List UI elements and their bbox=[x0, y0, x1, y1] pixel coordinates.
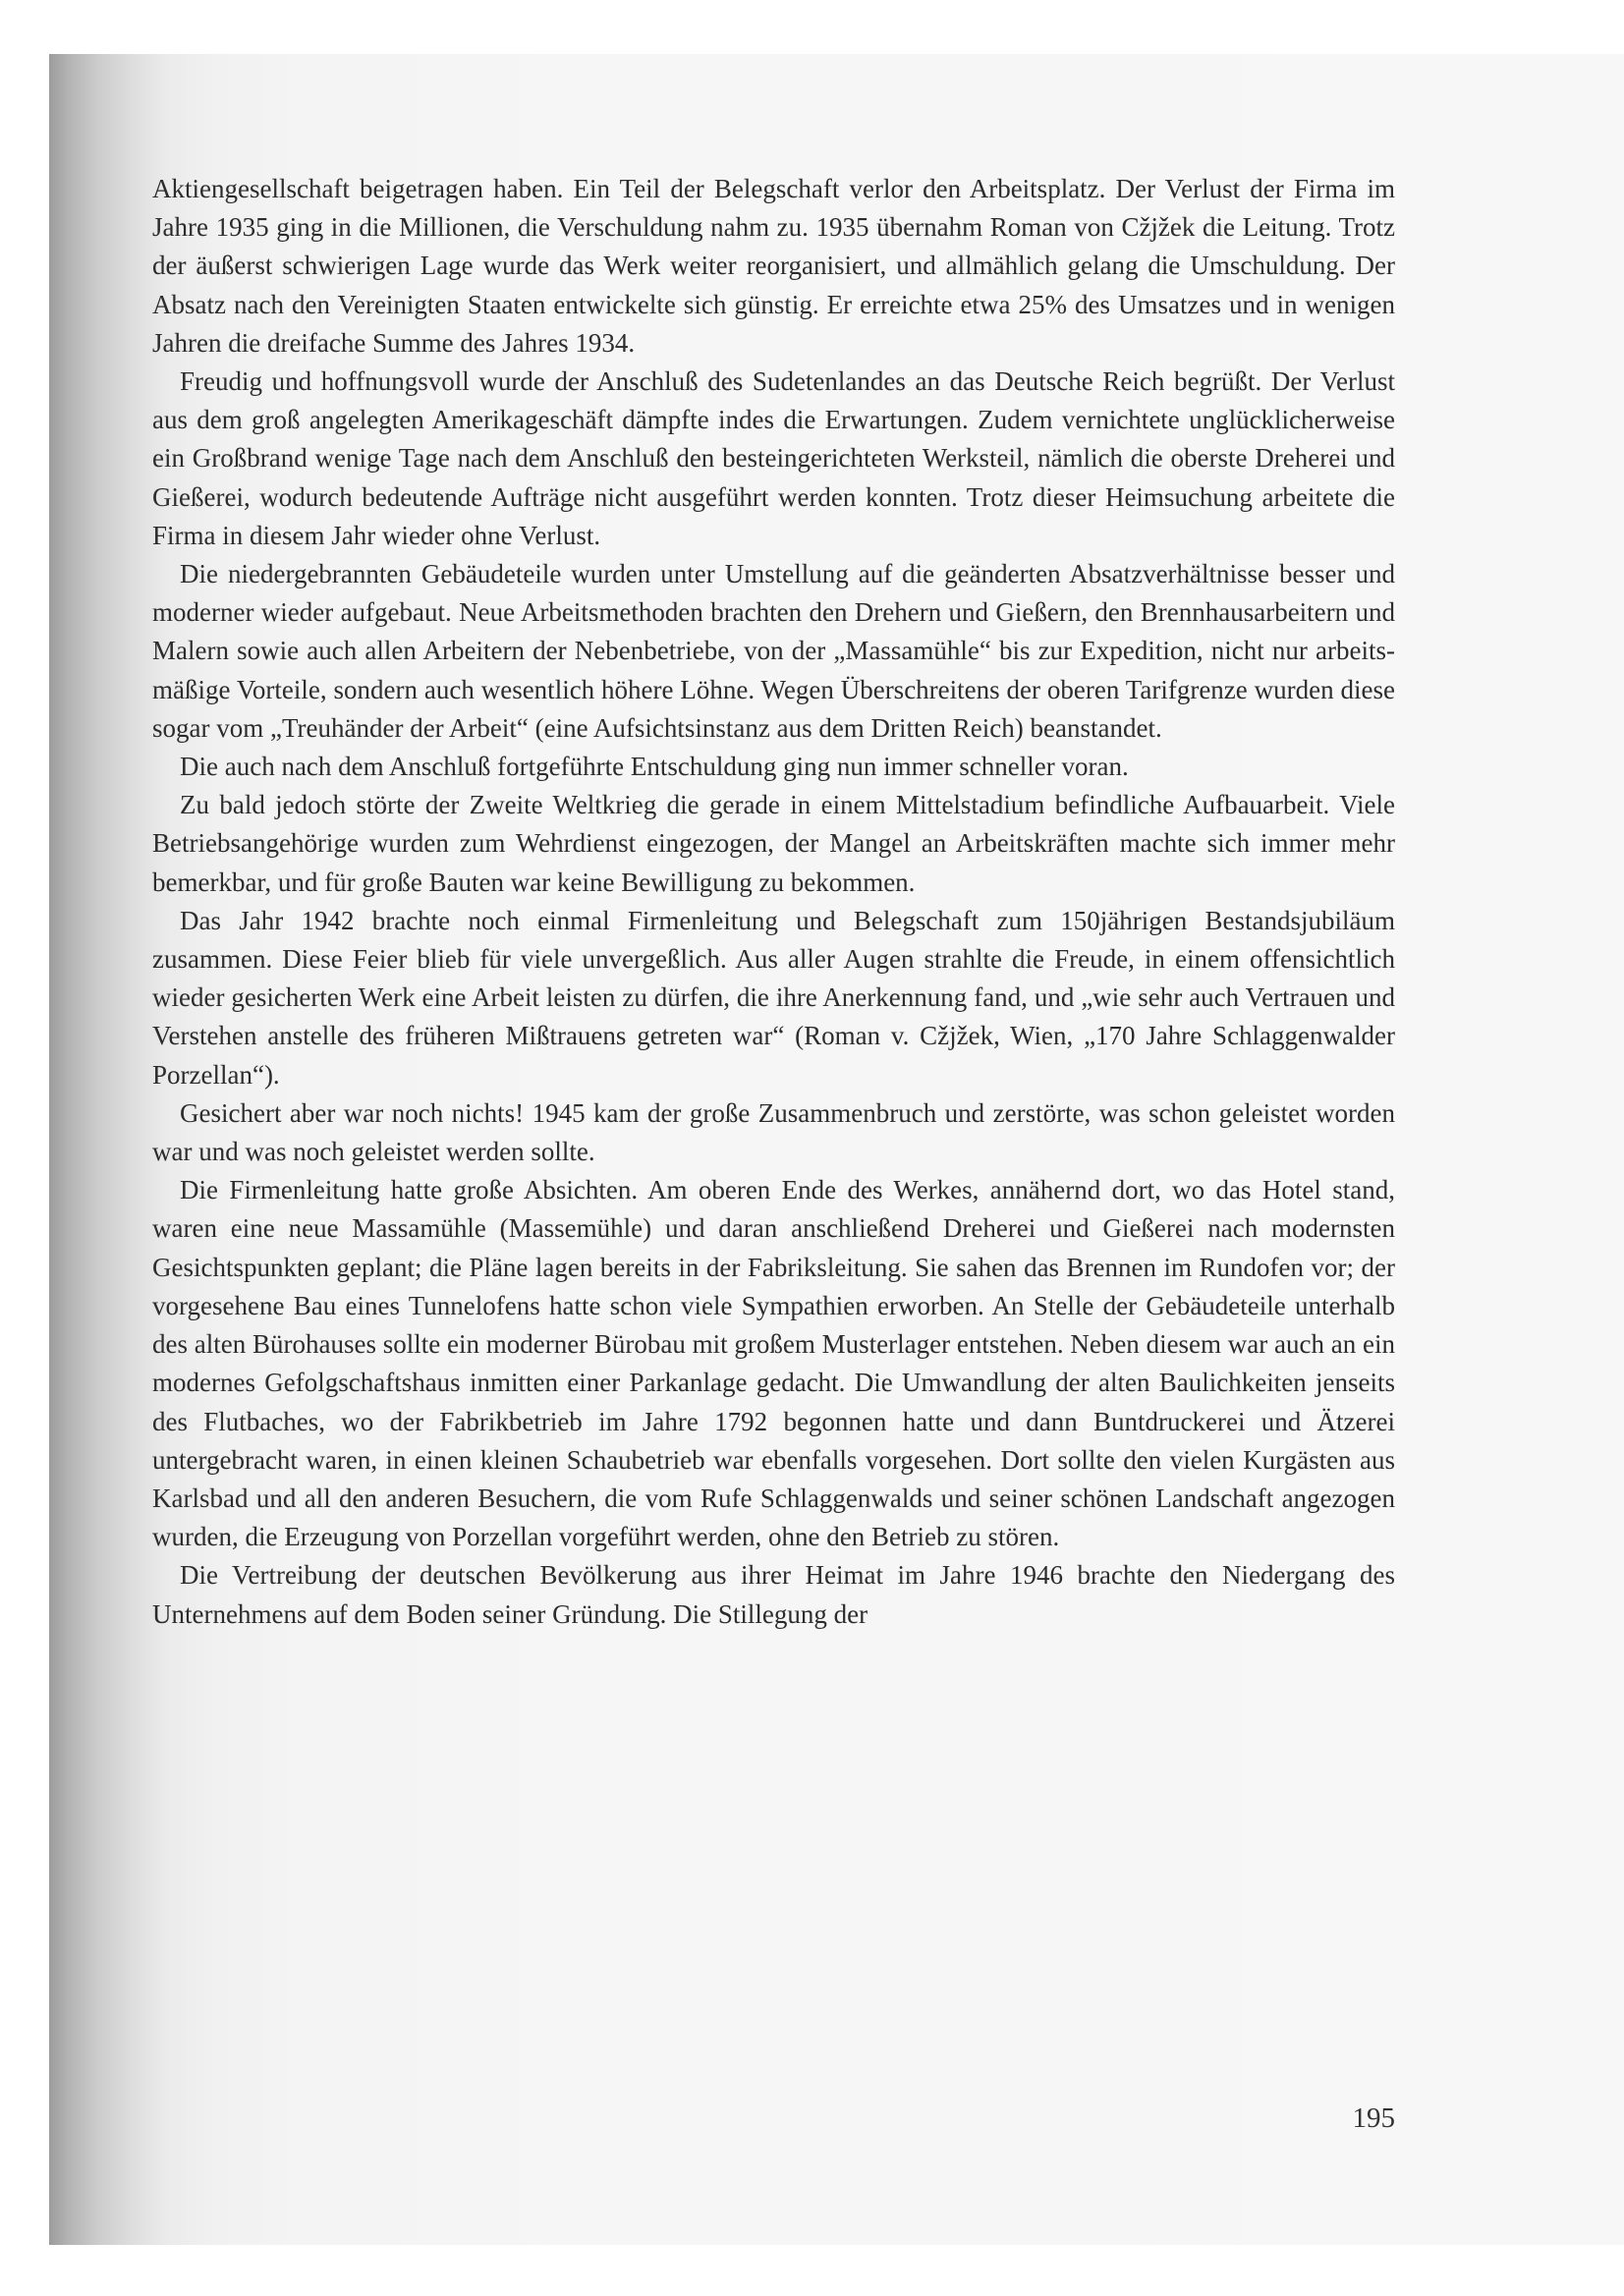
paragraph-5: Zu bald jedoch störte der Zweite Weltkrieg die gerade in einem Mittelstadium befindliche Aufbauarbeit. Viele Betriebsangehörige wurden zum Wehrdienst eingezogen, der Mangel an Arbeitskräften machte sich immer mehr bemerkbar, und für große Bauten war keine Bewilligung zu bekommen. bbox=[152, 790, 1395, 897]
paragraph-9: Die Vertreibung der deutschen Bevölkerung aus ihrer Heimat im Jahre 1946 brachte den Niedergang des Unternehmens auf dem Boden seiner Gründung. Die Stillegung der bbox=[152, 1560, 1395, 1629]
paragraph-4: Die auch nach dem Anschluß fortgeführte Entschuldung ging nun immer schneller voran. bbox=[180, 752, 1129, 782]
body-text bbox=[152, 170, 1395, 1634]
paragraph-2: Freudig und hoffnungsvoll wurde der Anschluß des Sudetenlandes an das Deutsche Reich begrüßt. Der Verlust aus dem groß angelegten Amerikageschäft dämpfte indes die Erwartungen. Zudem vernichtete unglücklicherweise ein Großbrand wenige Tage nach dem Anschluß den besteingerichteten Werksteil, nämlich die oberste Dreherei und Gießerei, wodurch bedeutende Aufträge nicht ausgeführt werden konnten. Trotz dieser Heimsuchung arbeitete die Firma in diesem Jahr wieder ohne Verlust. bbox=[152, 366, 1395, 550]
paragraph-1: Aktiengesellschaft beigetragen haben. Ein Teil der Belegschaft verlor den Arbeitsplatz. Der Verlust der Firma im Jahre 1935 ging in die Millionen, die Verschuldung nahm zu. 1935 übernahm Roman von Cžjžek die Leitung. Trotz der äußerst schwierigen Lage wurde das Werk weiter reorganisiert, und allmählich gelang die Umschuldung. Der Absatz nach den Vereinigten Staaten entwickelte sich günstig. Er erreichte etwa 25% des Umsatzes und in wenigen Jahren die dreifache Summe des Jahres 1934. bbox=[152, 174, 1395, 358]
paragraph-7: Gesichert aber war noch nichts! 1945 kam der große Zusammenbruch und zerstörte, was schon geleistet worden war und was noch geleistet werden sollte. bbox=[152, 1097, 1395, 1167]
paragraph-3: Die niedergebrannten Gebäudeteile wurden unter Umstellung auf die geänderten Absatzverhältnisse besser und moderner wieder aufgebaut. Neue Arbeitsmethoden brachten den Drehern und Gießern, den Brennhausarbeitern und Malern sowie auch allen Arbeitern der Nebenbetriebe, von der „Massamühle“ bis zur Expedition, nicht nur arbeitsmäßige Vorteile, sondern auch wesentlich höhere Löhne. Wegen Überschreitens der oberen Tarifgrenze wurden diese sogar vom „Treuhänder der Arbeit“ (eine Aufsichtsinstanz aus dem Dritten Reich) beanstandet. bbox=[152, 559, 1395, 743]
paragraph-6: Das Jahr 1942 brachte noch einmal Firmenleitung und Belegschaft zum 150jährigen Bestandsjubiläum zusammen. Diese Feier blieb für viele unvergeßlich. Aus aller Augen strahlte die Freude, in einem offensichtlich wieder gesicherten Werk eine Arbeit leisten zu dürfen, die ihre Anerkennung fand, und „wie sehr auch Vertrauen und Verstehen anstelle des früheren Mißtrauens getreten war“ (Roman v. Cžjžek, Wien, „170 Jahre Schlaggenwalder Porzellan“). bbox=[152, 905, 1395, 1090]
page-number: 195 bbox=[1352, 2102, 1395, 2134]
paragraph-8: Die Firmenleitung hatte große Absichten. Am oberen Ende des Werkes, annähernd dort, wo das Hotel stand, waren eine neue Massamühle (Massemühle) und daran anschließend Dreherei und Gießerei nach modernsten Gesichtspunkten geplant; die Pläne lagen bereits in der Fabriksleitung. Sie sahen das Brennen im Rundofen vor; der vorgesehene Bau eines Tunnelofens hatte schon viele Sympathien erworben. An Stelle der Gebäudeteile unterhalb des alten Bürohauses sollte ein moderner Bürobau mit großem Musterlager entstehen. Neben diesem war auch an ein modernes Gefolgschaftshaus inmitten einer Parkanlage gedacht. Die Umwandlung der alten Baulichkeiten jenseits des Flutbaches, wo der Fabrikbetrieb im Jahre 1792 begonnen hatte und dann Buntdruckerei und Ätzerei untergebracht waren, in einen kleinen Schaubetrieb war ebenfalls vorgesehen. Dort sollte den vielen Kurgästen aus Karlsbad und all den anderen Besuchern, die vom Rufe Schlaggenwalds und seiner schönen Landschaft angezogen wurden, die Erzeugung von Porzellan vorgeführt werden, ohne den Betrieb zu stören. bbox=[152, 1175, 1395, 1552]
